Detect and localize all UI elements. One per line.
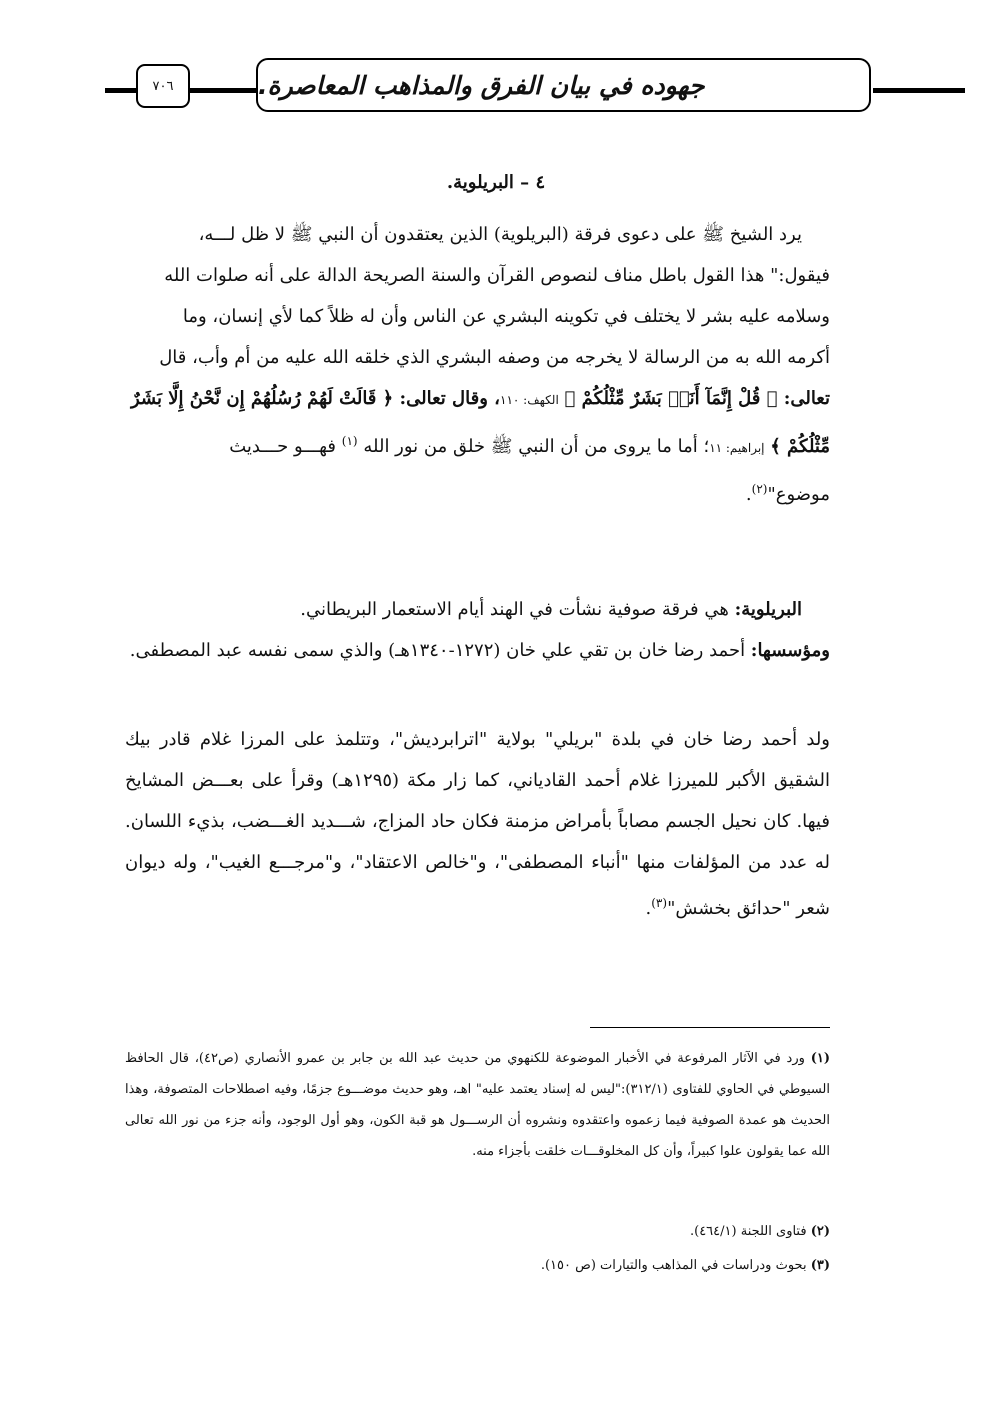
paragraph-1-line-2: فيقول:" هذا القول باطل مناف لنصوص القرآن والسنة الصريحة الدالة على أنه صلوات الله (164, 265, 830, 286)
paragraph-1-line-6 (125, 421, 830, 469)
paragraph-2 (125, 589, 830, 630)
paragraph-2-text (125, 589, 830, 630)
paragraph-1-end: . (745, 484, 752, 505)
paragraph-4-text (125, 719, 830, 929)
paragraph-4-body: ولد أحمد رضا خان في بلدة "بريلي" بولاية "اترابرديش"، وتتلمذ على المرزا غلام قادر بيك الشقيق الأكبر للميرزا غلام أحمد القادياني، كما زار مكة (١٢٩٥هـ) وقرأ على بعـــض المشايخ فيها. كان نحيل الجسم مصاباً بأمراض مزمنة فكان حاد المزاج، شـــديد الغـــضب، بذيء اللسان. له عدد من المؤلفات منها "أنباء المصطفى"، و"خالص الاعتقاد"، و"مرجـــع الغيب"، وله ديوان شعر "حدائق بخشش" (125, 729, 831, 919)
quran-ref-2: إبراهيم: ١١ (709, 441, 765, 455)
paragraph-1 (125, 214, 830, 515)
paragraph-1-line-7 (125, 469, 830, 515)
paragraph-4-end: . (645, 898, 652, 919)
paragraph-3 (125, 630, 830, 671)
paragraph-1-line-4: أكرمه الله به من الرسالة لا يخرجه من وصفه البشري الذي خلقه الله عليه من أم وأب، قال (159, 347, 830, 368)
term-label-founder: ومؤسسها: (750, 640, 830, 661)
paragraph-1-line-6-tail: فهـــو حـــديث (229, 436, 337, 457)
footnote-3 (125, 1250, 830, 1281)
running-header-title: جهوده في بيان الفرق والمذاهب المعاصرة. (258, 70, 705, 100)
quran-quote-2-end: مِّثْلُكُمْ ﴾ (770, 436, 830, 457)
quran-quote-1: تعالى: ﴿ قُلْ إِنَّمَآ أَنَا۠ بَشَرٌ مِّثْلُكُمْ ﴾ (564, 388, 830, 409)
paragraph-1-line-5 (125, 378, 830, 421)
running-header (256, 58, 871, 112)
paragraph-2-body: هي فرقة صوفية نشأت في الهند أيام الاستعمار البريطاني. (300, 599, 735, 620)
footnote-1 (125, 1043, 830, 1167)
paragraph-1-line-6-text: ؛ أما ما يروى من أن النبي ﷺ خلق من نور الله (363, 436, 710, 457)
paragraph-3-text (125, 630, 830, 671)
paragraph-4 (125, 719, 830, 929)
quran-ref-1: الكهف: ١١٠ (500, 393, 559, 407)
footnote-3-text: بحوث ودراسات في المذاهب والتيارات (ص ١٥٠). (540, 1258, 811, 1273)
footnote-ref-3: (٣) (651, 896, 668, 910)
paragraph-1-line-7-text: موضوع" (767, 484, 830, 505)
page-number: ٧٠٦ (136, 64, 190, 108)
paragraph-1-line-1: يرد الشيخ ﷺ على دعوى فرقة (البريلوية) الذين يعتقدون أن النبي ﷺ لا ظل لـــه، (198, 224, 802, 245)
term-label-barelvi: البريلوية: (734, 599, 802, 620)
quran-quote-2: ، وقال تعالى: ﴿ قَالَتْ لَهُمْ رُسُلُهُمْ إِن نَّحْنُ إِلَّا بَشَرٌ (130, 388, 500, 409)
section-title: ٤ – البريلوية. (446, 172, 546, 193)
paragraph-3-body: أحمد رضا خان بن تقي علي خان (١٢٧٢-١٣٤٠هـ) والذي سمى نفسه عبد المصطفى. (129, 640, 751, 661)
header-rule-right (873, 88, 965, 93)
footnote-ref-1: (١) (341, 434, 358, 448)
footnote-ref-2: (٢) (751, 482, 768, 496)
paragraph-1-line-3: وسلامه عليه بشر لا يختلف في تكوينه البشري عن الناس وأن له ظلاً كما لأي إنسان، وما (182, 306, 830, 327)
footnote-separator (590, 1027, 830, 1028)
footnote-1-number: (١) (810, 1051, 830, 1066)
footnote-2 (125, 1216, 830, 1247)
footnote-2-text: فتاوى اللجنة (٤٦٤/١). (689, 1224, 811, 1239)
header-rule-middle (187, 88, 257, 93)
footnote-2-number: (٢) (810, 1224, 830, 1239)
header-rule-left (105, 88, 137, 93)
footnote-3-number: (٣) (810, 1258, 830, 1273)
footnote-1-text: ورد في الآثار المرفوعة في الأخبار الموضوعة للكنهوي من حديث عبد الله بن جابر بن عمرو الأنصاري (ص٤٢)، قال الحافظ السيوطي في الحاوي للفتاوى (٣١٢/١):"ليس له إسناد يعتمد عليه" اهـ، وهو حديث موضـــوع جزمًا، وفيه اصطلاحات المتصوفة، وهذا الحديث هو عمدة الصوفية فيما زعموه واعتقدوه ونشروه أن الرســـول هو قبة الكون، وهو أول الوجود، وأنه جزء من نور الله تعالى الله عما يقولون علوا كبيراً، وأن كل المخلوقـــات خلقت بأجزاء منه. (125, 1051, 831, 1159)
